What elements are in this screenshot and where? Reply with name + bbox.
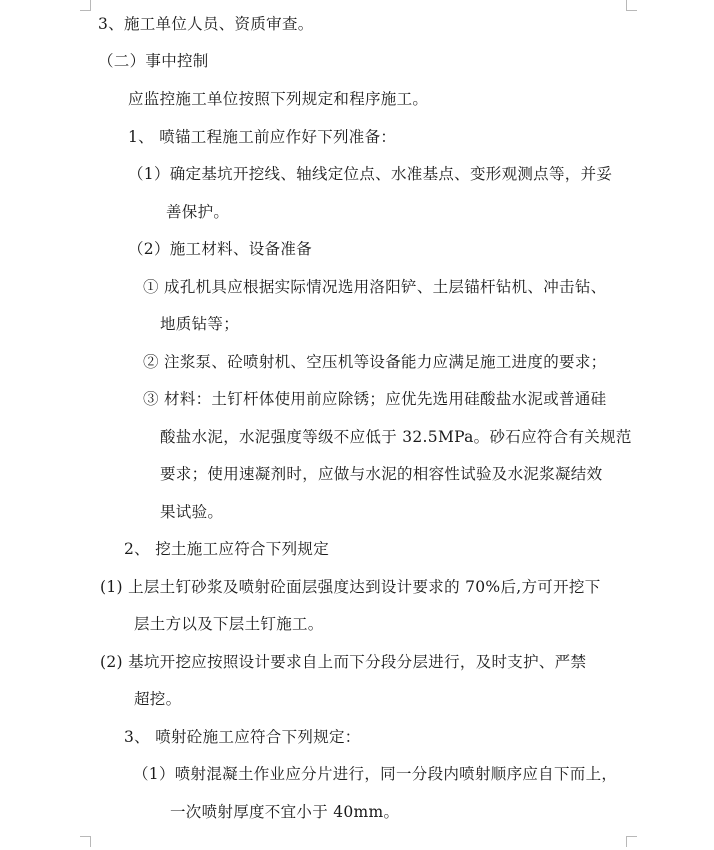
page-corner-mark-top-left	[80, 0, 91, 11]
text-line: 地质钻等；	[160, 315, 240, 333]
text-line: ① 成孔机具应根据实际情况选用洛阳铲、土层锚杆钻机、冲击钻、	[143, 278, 607, 296]
text-line: ③ 材料：土钉杆体使用前应除锈；应优先选用硅酸盐水泥或普通硅	[143, 390, 607, 408]
text-line: （1）确定基坑开挖线、轴线定位点、水准基点、变形观测点等，并妥	[128, 165, 613, 183]
text-line: 层土方以及下层土钉施工。	[134, 615, 324, 633]
text-line: 果试验。	[160, 503, 224, 521]
text-line: （2）施工材料、设备准备	[128, 240, 312, 258]
text-line: 超挖。	[134, 690, 182, 708]
text-line: 应监控施工单位按照下列规定和程序施工。	[128, 90, 429, 108]
page-corner-mark-top-right	[626, 0, 637, 11]
list-item-heading: 2、 挖土施工应符合下列规定	[124, 540, 329, 558]
section-heading: （二）事中控制	[98, 52, 209, 70]
text-line: 要求；使用速凝剂时，应做与水泥的相容性试验及水泥浆凝结效	[160, 465, 603, 483]
text-line: 3、施工单位人员、资质审查。	[98, 15, 314, 33]
text-line: 酸盐水泥，水泥强度等级不应低于 32.5MPa。砂石应符合有关规范	[160, 428, 632, 446]
text-line: 一次喷射厚度不宜小于 40mm。	[170, 803, 400, 821]
text-line: (2) 基坑开挖应按照设计要求自上而下分段分层进行，及时支护、严禁	[100, 653, 587, 671]
list-item-heading: 3、 喷射砼施工应符合下列规定：	[124, 728, 361, 746]
text-line: (1) 上层土钉砂浆及喷射砼面层强度达到设计要求的 70%后,方可开挖下	[100, 578, 601, 596]
list-item-heading: 1、 喷锚工程施工前应作好下列准备：	[128, 128, 397, 146]
text-line: （1）喷射混凝土作业应分片进行，同一分段内喷射顺序应自下而上，	[133, 765, 618, 783]
text-line: ② 注浆泵、砼喷射机、空压机等设备能力应满足施工进度的要求；	[143, 353, 607, 371]
page-corner-mark-bottom-right	[626, 836, 637, 847]
page-corner-mark-bottom-left	[80, 836, 91, 847]
text-line: 善保护。	[166, 203, 230, 221]
